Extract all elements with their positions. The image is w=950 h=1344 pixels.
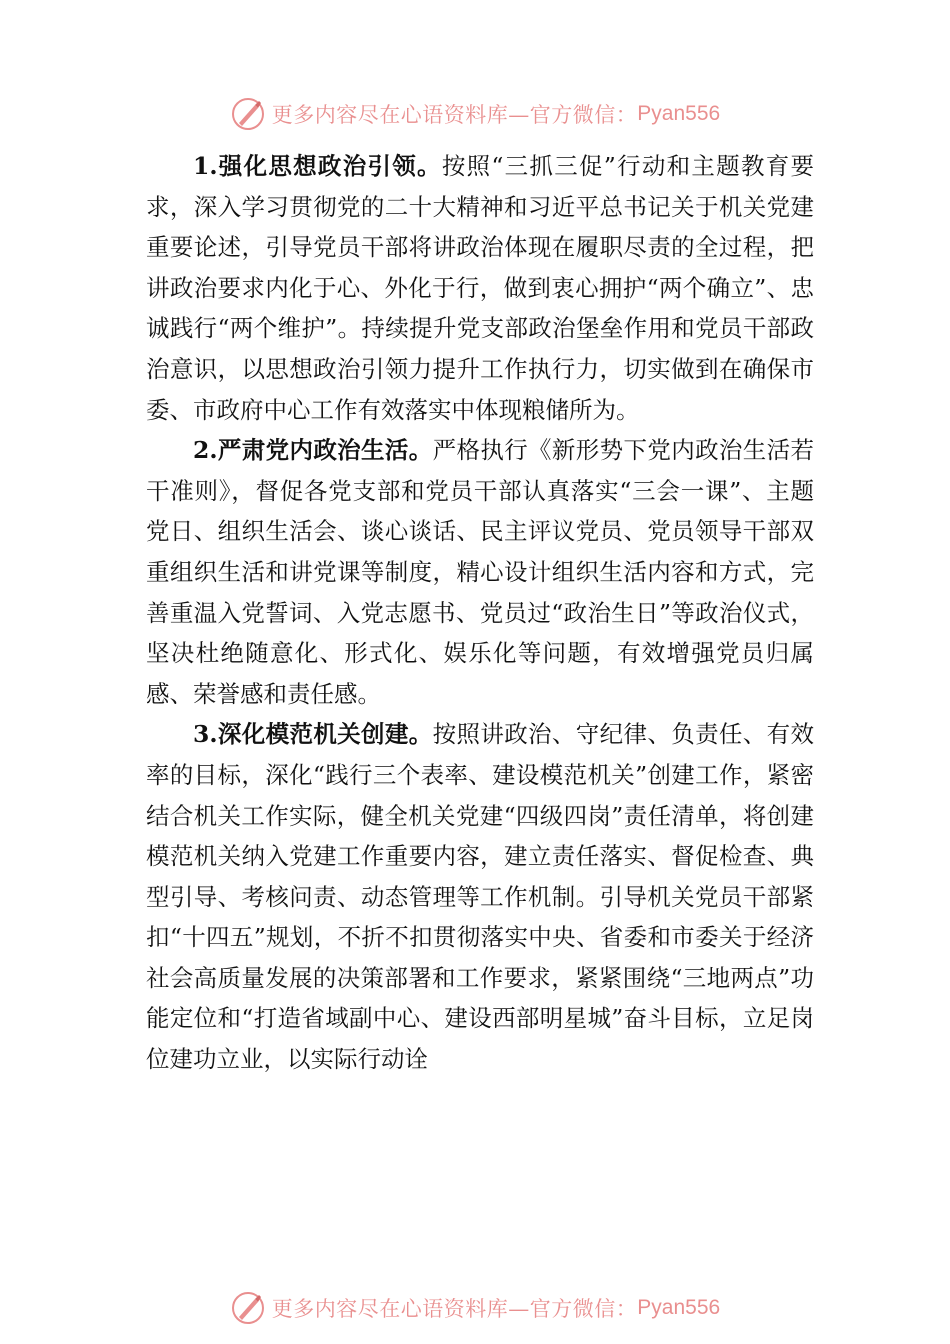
pen-logo-icon: [230, 1290, 266, 1326]
footer-watermark: [0, 1288, 950, 1328]
banner-wechat-id: Pyan556: [637, 1296, 721, 1319]
banner-wechat-id: Pyan556: [637, 102, 721, 125]
paragraph-heading: 2.严肃党内政治生活。: [193, 436, 433, 465]
banner-text: 更多内容尽在心语资料库—官方微信：: [271, 1297, 638, 1321]
paragraph-text: 按照讲政治、守纪律、负责任、有效率的目标，深化“践行三个表率、建设模范机关”创建工作，紧密结合机关工作实际，健全机关党建“四级四岗”责任清单，将创建模范机关纳入党建工作重要内容，建立责任落实、督促检查、典型引导、考核问责、动态管理等工作机制。引导机关党员干部紧扣“十四五”规划，不折不扣贯彻落实中央、省委和市委关于经济社会高质量发展的决策部署和工作要求，紧紧围绕“三地两点”功能定位和“打造省域副中心、建设西部明星城”奋斗目标，立足岗位建功立业，以实际行动诠: [146, 720, 814, 1074]
banner-text: 更多内容尽在心语资料库—官方微信：: [271, 103, 638, 127]
paragraph-heading: 1.强化思想政治引领。: [193, 152, 442, 180]
paragraph-2: [146, 430, 814, 714]
paragraph-text: 严格执行《新形势下党内政治生活若干准则》，督促各党支部和党员干部认真落实“三会一课”、主题党日、组织生活会、谈心谈话、民主评议党员、党员领导干部双重组织生活和讲党课等制度，精心设计组织生活内容和方式，完善重温入党誓词、入党志愿书、党员过“政治生日”等政治仪式，坚决杜绝随意化、形式化、娱乐化等问题，有效增强党员归属感、荣誉感和责任感。: [146, 436, 814, 708]
paragraph-text: 按照“三抓三促”行动和主题教育要求，深入学习贯彻党的二十大精神和习近平总书记关于机关党建重要论述，引导党员干部将讲政治体现在履职尽责的全过程，把讲政治要求内化于心、外化于行，做到衷心拥护“两个确立”、忠诚践行“两个维护”。持续提升党支部政治堡垒作用和党员干部政治意识，以思想政治引领力提升工作执行力，切实做到在确保市委、市政府中心工作有效落实中体现粮储所为。: [146, 152, 814, 424]
paragraph-heading: 3.深化模范机关创建。: [193, 720, 433, 749]
pen-logo-icon: [230, 96, 266, 132]
paragraph-1: [146, 146, 814, 430]
document-body: [146, 146, 814, 1080]
header-watermark: [0, 94, 950, 134]
paragraph-3: [146, 714, 814, 1079]
